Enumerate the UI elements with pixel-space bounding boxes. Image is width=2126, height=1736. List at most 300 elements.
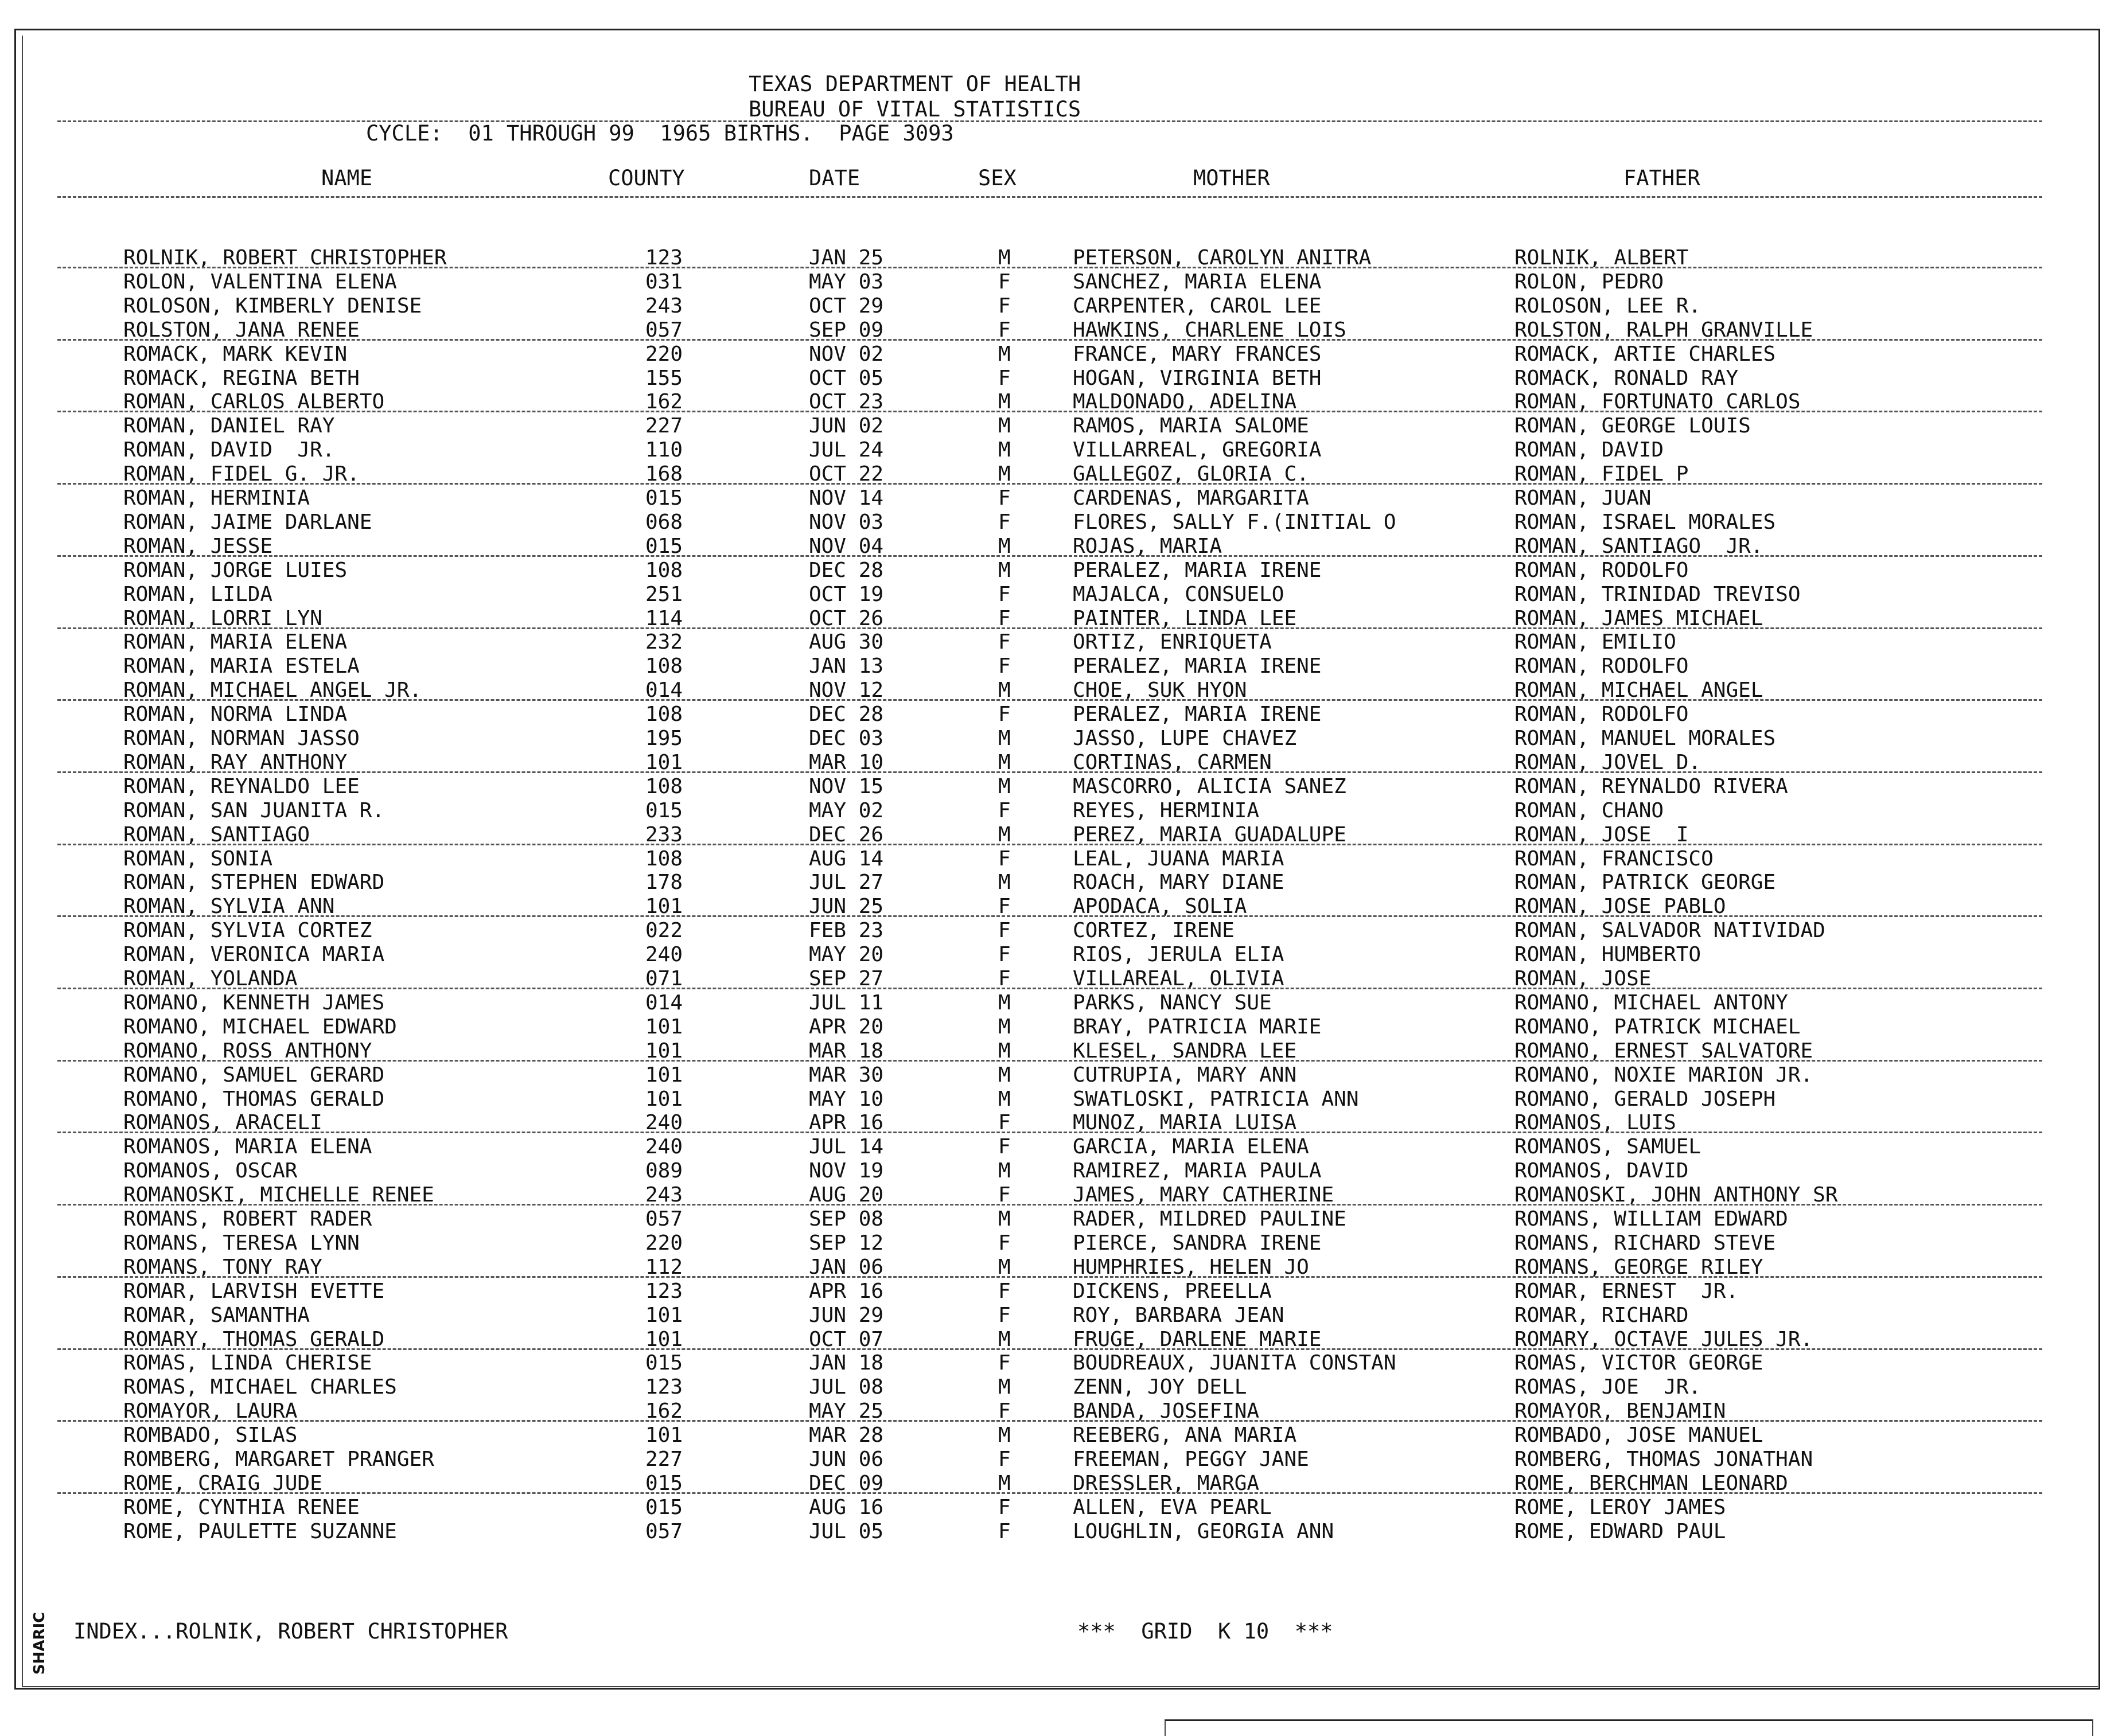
- record-county: 015: [645, 798, 683, 822]
- record-mother: FREEMAN, PEGGY JANE: [1073, 1448, 1309, 1471]
- record-county: 101: [645, 1087, 683, 1111]
- record-county: 227: [645, 414, 683, 438]
- table-row: [0, 536, 2126, 560]
- record-father: ROLSTON, RALPH GRANVILLE: [1514, 318, 1813, 342]
- record-father: ROMAN, MICHAEL ANGEL: [1514, 678, 1763, 703]
- record-county: 123: [645, 1279, 683, 1303]
- table-row: [0, 560, 2126, 584]
- record-father: ROMAN, MANUEL MORALES: [1514, 727, 1776, 750]
- record-father: ROMAN, SANTIAGO JR.: [1514, 534, 1763, 558]
- record-father: ROMAN, RODOLFO: [1514, 654, 1689, 678]
- record-sex: M: [998, 414, 1011, 438]
- table-row: [0, 1497, 2126, 1522]
- record-father: ROMAR, RICHARD: [1514, 1303, 1689, 1327]
- record-sex: F: [998, 1183, 1011, 1207]
- record-name: ROMAN, SANTIAGO: [123, 822, 310, 846]
- record-name: ROMAN, RAY ANTHONY: [123, 750, 348, 774]
- record-mother: PIERCE, SANDRA IRENE: [1073, 1231, 1322, 1255]
- record-county: 110: [645, 438, 683, 462]
- record-county: 155: [645, 366, 683, 390]
- record-name: ROME, CYNTHIA RENEE: [123, 1495, 360, 1519]
- record-date: JAN 06: [809, 1255, 884, 1279]
- record-mother: PERALEZ, MARIA IRENE: [1073, 654, 1322, 678]
- record-date: JUL 08: [809, 1375, 884, 1399]
- record-mother: CARDENAS, MARGARITA: [1073, 486, 1309, 510]
- record-county: 101: [645, 750, 683, 774]
- record-date: AUG 30: [809, 630, 884, 654]
- record-name: ROMAN, REYNALDO LEE: [123, 774, 360, 798]
- record-county: 240: [645, 1111, 683, 1135]
- side-label: SHARIC: [31, 1612, 48, 1675]
- record-father: ROMAS, VICTOR GEORGE: [1514, 1351, 1763, 1375]
- agency-title: TEXAS DEPARTMENT OF HEALTH: [749, 72, 1081, 96]
- record-county: 108: [645, 654, 683, 678]
- table-row: [0, 1233, 2126, 1257]
- record-mother: ROY, BARBARA JEAN: [1073, 1303, 1284, 1327]
- record-mother: ROACH, MARY DIANE: [1073, 871, 1284, 895]
- record-county: 101: [645, 895, 683, 919]
- table-row: [0, 1401, 2126, 1425]
- record-sex: M: [998, 1159, 1011, 1183]
- record-sex: M: [998, 1423, 1011, 1448]
- record-mother: MAJALCA, CONSUELO: [1073, 582, 1284, 606]
- record-county: 071: [645, 967, 683, 990]
- record-mother: LOUGHLIN, GEORGIA ANN: [1073, 1519, 1334, 1543]
- table-row: [0, 822, 2126, 849]
- record-sex: F: [998, 582, 1011, 606]
- record-father: ROMAN, FIDEL P: [1514, 462, 1689, 486]
- table-row: [0, 798, 2126, 825]
- record-county: 243: [645, 1183, 683, 1207]
- record-sex: F: [998, 630, 1011, 654]
- record-mother: JASSO, LUPE CHAVEZ: [1073, 727, 1297, 750]
- table-row: [0, 656, 2126, 680]
- record-mother: ROJAS, MARIA: [1073, 534, 1222, 558]
- table-row: [0, 1281, 2126, 1305]
- record-mother: CARPENTER, CAROL LEE: [1073, 294, 1322, 318]
- record-father: ROMANS, WILLIAM EDWARD: [1514, 1207, 1788, 1231]
- record-father: ROMANO, PATRICK MICHAEL: [1514, 1015, 1801, 1039]
- record-date: JUN 02: [809, 414, 884, 438]
- record-county: 114: [645, 606, 683, 630]
- record-sex: M: [998, 1471, 1011, 1495]
- record-sex: F: [998, 486, 1011, 510]
- table-row: [0, 728, 2126, 752]
- record-father: ROMAN, DAVID: [1514, 438, 1664, 462]
- bureau-title: BUREAU OF VITAL STATISTICS: [749, 97, 1081, 122]
- record-mother: HOGAN, VIRGINIA BETH: [1073, 366, 1322, 390]
- record-mother: MASCORRO, ALICIA SANEZ: [1073, 774, 1346, 798]
- record-father: ROMAR, ERNEST JR.: [1514, 1279, 1739, 1303]
- record-date: NOV 15: [809, 774, 884, 798]
- record-date: MAY 20: [809, 943, 884, 967]
- record-county: 233: [645, 822, 683, 846]
- record-county: 243: [645, 294, 683, 318]
- record-name: ROMANS, ROBERT RADER: [123, 1207, 372, 1231]
- record-name: ROMAN, FIDEL G. JR.: [123, 462, 360, 486]
- record-name: ROMANOSKI, MICHELLE RENEE: [123, 1183, 434, 1207]
- record-date: OCT 19: [809, 582, 884, 606]
- table-row: [0, 774, 2126, 801]
- table-row: [0, 248, 2126, 272]
- record-father: ROMACK, RONALD RAY: [1514, 366, 1739, 390]
- table-row: [0, 416, 2126, 440]
- record-county: 108: [645, 558, 683, 582]
- record-sex: M: [998, 678, 1011, 703]
- record-date: JUL 27: [809, 871, 884, 895]
- record-date: NOV 04: [809, 534, 884, 558]
- table-row: [0, 1113, 2126, 1137]
- record-sex: M: [998, 990, 1011, 1015]
- record-county: 015: [645, 1471, 683, 1495]
- table-row: [0, 392, 2126, 416]
- record-sex: M: [998, 246, 1011, 270]
- record-county: 112: [645, 1255, 683, 1279]
- record-sex: F: [998, 294, 1011, 318]
- record-father: ROMANO, NOXIE MARION JR.: [1514, 1063, 1813, 1087]
- record-name: ROMAN, NORMAN JASSO: [123, 727, 360, 750]
- record-sex: F: [998, 919, 1011, 943]
- record-date: JUL 05: [809, 1519, 884, 1543]
- column-header-county: COUNTY: [608, 166, 685, 190]
- record-name: ROMBADO, SILAS: [123, 1423, 298, 1448]
- record-father: ROMANOS, DAVID: [1514, 1159, 1689, 1183]
- record-father: ROMAS, JOE JR.: [1514, 1375, 1701, 1399]
- record-father: ROMANO, ERNEST SALVATORE: [1514, 1039, 1813, 1063]
- record-mother: VILLAREAL, OLIVIA: [1073, 967, 1284, 990]
- record-county: 162: [645, 390, 683, 414]
- record-county: 195: [645, 727, 683, 750]
- record-name: ROLNIK, ROBERT CHRISTOPHER: [123, 246, 447, 270]
- column-header-father: FATHER: [1623, 166, 1700, 190]
- record-county: 101: [645, 1015, 683, 1039]
- record-date: NOV 03: [809, 510, 884, 534]
- record-date: JUL 14: [809, 1135, 884, 1159]
- record-county: 068: [645, 510, 683, 534]
- table-row: [0, 1041, 2126, 1065]
- record-mother: CORTEZ, IRENE: [1073, 919, 1235, 943]
- record-county: 022: [645, 919, 683, 943]
- record-name: ROMAN, YOLANDA: [123, 967, 298, 990]
- record-date: OCT 29: [809, 294, 884, 318]
- record-sex: F: [998, 1448, 1011, 1471]
- record-county: 227: [645, 1448, 683, 1471]
- table-row: [0, 440, 2126, 464]
- record-mother: RADER, MILDRED PAULINE: [1073, 1207, 1346, 1231]
- record-county: 101: [645, 1327, 683, 1351]
- record-date: APR 16: [809, 1279, 884, 1303]
- record-mother: BRAY, PATRICIA MARIE: [1073, 1015, 1322, 1039]
- record-date: MAY 03: [809, 270, 884, 294]
- record-father: ROMAN, TRINIDAD TREVISO: [1514, 582, 1801, 606]
- record-father: ROME, BERCHMAN LEONARD: [1514, 1471, 1788, 1495]
- grid-footer: *** GRID K 10 ***: [1077, 1619, 1333, 1644]
- record-mother: SANCHEZ, MARIA ELENA: [1073, 270, 1322, 294]
- record-date: MAR 28: [809, 1423, 884, 1448]
- record-county: 101: [645, 1039, 683, 1063]
- record-name: ROMAN, SAN JUANITA R.: [123, 798, 385, 822]
- record-name: ROMAN, CARLOS ALBERTO: [123, 390, 385, 414]
- table-row: [0, 1089, 2126, 1113]
- record-date: DEC 28: [809, 558, 884, 582]
- record-father: ROMBERG, THOMAS JONATHAN: [1514, 1448, 1813, 1471]
- record-father: ROMAN, JOVEL D.: [1514, 750, 1701, 774]
- record-name: ROMANO, THOMAS GERALD: [123, 1087, 385, 1111]
- record-sex: F: [998, 846, 1011, 871]
- record-date: MAY 02: [809, 798, 884, 822]
- record-date: FEB 23: [809, 919, 884, 943]
- record-county: 014: [645, 990, 683, 1015]
- record-sex: M: [998, 462, 1011, 486]
- table-row: [0, 920, 2126, 945]
- record-father: ROMANO, MICHAEL ANTONY: [1514, 990, 1788, 1015]
- record-mother: PARKS, NANCY SUE: [1073, 990, 1272, 1015]
- record-date: MAR 18: [809, 1039, 884, 1063]
- record-sex: F: [998, 1351, 1011, 1375]
- table-row: [0, 846, 2126, 873]
- record-name: ROMAR, SAMANTHA: [123, 1303, 310, 1327]
- table-row: [0, 320, 2126, 344]
- record-date: NOV 02: [809, 342, 884, 366]
- record-mother: APODACA, SOLIA: [1073, 895, 1247, 919]
- record-father: ROMAN, JAMES MICHAEL: [1514, 606, 1763, 630]
- record-date: OCT 23: [809, 390, 884, 414]
- record-sex: M: [998, 1327, 1011, 1351]
- record-mother: REYES, HERMINIA: [1073, 798, 1260, 822]
- record-county: 108: [645, 703, 683, 727]
- record-sex: M: [998, 1375, 1011, 1399]
- record-date: JAN 18: [809, 1351, 884, 1375]
- record-date: JUN 06: [809, 1448, 884, 1471]
- table-row: [0, 1449, 2126, 1473]
- record-sex: F: [998, 895, 1011, 919]
- record-county: 089: [645, 1159, 683, 1183]
- record-sex: M: [998, 1255, 1011, 1279]
- record-name: ROMAN, JESSE: [123, 534, 273, 558]
- record-date: AUG 16: [809, 1495, 884, 1519]
- record-father: ROMAN, GEORGE LOUIS: [1514, 414, 1751, 438]
- record-sex: F: [998, 510, 1011, 534]
- record-sex: F: [998, 703, 1011, 727]
- index-footer: INDEX...ROLNIK, ROBERT CHRISTOPHER: [73, 1619, 508, 1644]
- record-mother: BANDA, JOSEFINA: [1073, 1399, 1260, 1423]
- record-date: MAY 25: [809, 1399, 884, 1423]
- record-father: ROMAN, JOSE I: [1514, 822, 1689, 846]
- record-name: ROMAN, MARIA ELENA: [123, 630, 348, 654]
- record-sex: M: [998, 390, 1011, 414]
- record-mother: PETERSON, CAROLYN ANITRA: [1073, 246, 1372, 270]
- record-father: ROMAN, EMILIO: [1514, 630, 1676, 654]
- record-name: ROMANO, KENNETH JAMES: [123, 990, 385, 1015]
- record-date: SEP 08: [809, 1207, 884, 1231]
- record-mother: ALLEN, EVA PEARL: [1073, 1495, 1272, 1519]
- record-mother: REEBERG, ANA MARIA: [1073, 1423, 1297, 1448]
- record-date: AUG 20: [809, 1183, 884, 1207]
- record-sex: M: [998, 750, 1011, 774]
- record-sex: F: [998, 1519, 1011, 1543]
- table-row: [0, 272, 2126, 296]
- table-row: [0, 896, 2126, 920]
- record-date: JUN 29: [809, 1303, 884, 1327]
- record-father: ROLOSON, LEE R.: [1514, 294, 1701, 318]
- table-row: [0, 752, 2126, 777]
- record-name: ROMAN, NORMA LINDA: [123, 703, 348, 727]
- record-name: ROLSTON, JANA RENEE: [123, 318, 360, 342]
- record-sex: F: [998, 1303, 1011, 1327]
- record-county: 240: [645, 943, 683, 967]
- table-row: [0, 1353, 2126, 1377]
- record-date: OCT 26: [809, 606, 884, 630]
- table-row: [0, 1065, 2126, 1089]
- record-father: ROMAN, JUAN: [1514, 486, 1652, 510]
- record-county: 108: [645, 774, 683, 798]
- record-name: ROLON, VALENTINA ELENA: [123, 270, 397, 294]
- record-mother: DICKENS, PREELLA: [1073, 1279, 1272, 1303]
- record-father: ROMAN, JOSE: [1514, 967, 1652, 990]
- record-mother: PAINTER, LINDA LEE: [1073, 606, 1297, 630]
- record-name: ROMAN, VERONICA MARIA: [123, 943, 385, 967]
- record-date: NOV 12: [809, 678, 884, 703]
- record-mother: CORTINAS, CARMEN: [1073, 750, 1272, 774]
- record-date: SEP 12: [809, 1231, 884, 1255]
- record-father: ROMAN, RODOLFO: [1514, 558, 1689, 582]
- table-row: [0, 1329, 2126, 1353]
- table-row: [0, 1425, 2126, 1449]
- record-sex: M: [998, 727, 1011, 750]
- record-father: ROMANS, RICHARD STEVE: [1514, 1231, 1776, 1255]
- record-date: NOV 14: [809, 486, 884, 510]
- record-sex: F: [998, 270, 1011, 294]
- table-row: [0, 632, 2126, 656]
- record-father: ROMAN, ISRAEL MORALES: [1514, 510, 1776, 534]
- record-name: ROMANS, TONY RAY: [123, 1255, 322, 1279]
- record-name: ROMAN, JORGE LUIES: [123, 558, 348, 582]
- table-row: [0, 584, 2126, 608]
- record-mother: ZENN, JOY DELL: [1073, 1375, 1247, 1399]
- record-mother: JAMES, MARY CATHERINE: [1073, 1183, 1334, 1207]
- record-county: 240: [645, 1135, 683, 1159]
- record-sex: F: [998, 798, 1011, 822]
- record-sex: F: [998, 1399, 1011, 1423]
- record-mother: GALLEGOZ, GLORIA C.: [1073, 462, 1309, 486]
- record-mother: KLESEL, SANDRA LEE: [1073, 1039, 1297, 1063]
- record-father: ROMANS, GEORGE RILEY: [1514, 1255, 1763, 1279]
- record-father: ROME, LEROY JAMES: [1514, 1495, 1726, 1519]
- record-mother: HAWKINS, CHARLENE LOIS: [1073, 318, 1346, 342]
- record-county: 015: [645, 486, 683, 510]
- record-name: ROMANO, ROSS ANTHONY: [123, 1039, 372, 1063]
- record-county: 220: [645, 342, 683, 366]
- table-row: [0, 1257, 2126, 1281]
- table-row: [0, 704, 2126, 728]
- record-name: ROME, CRAIG JUDE: [123, 1471, 322, 1495]
- table-row: [0, 1377, 2126, 1401]
- header-divider: [57, 120, 2042, 122]
- record-sex: M: [998, 774, 1011, 798]
- record-mother: LEAL, JUANA MARIA: [1073, 846, 1284, 871]
- record-county: 101: [645, 1423, 683, 1448]
- table-row: [0, 945, 2126, 969]
- record-date: NOV 19: [809, 1159, 884, 1183]
- table-row: [0, 488, 2126, 512]
- record-date: DEC 09: [809, 1471, 884, 1495]
- table-row: [0, 1137, 2126, 1161]
- cycle-line: CYCLE: 01 THROUGH 99 1965 BIRTHS. PAGE 3093: [366, 121, 954, 146]
- record-name: ROMANOS, ARACELI: [123, 1111, 322, 1135]
- table-row: [0, 368, 2126, 392]
- table-row: [0, 464, 2126, 488]
- record-sex: M: [998, 1063, 1011, 1087]
- record-date: JUL 11: [809, 990, 884, 1015]
- record-date: APR 20: [809, 1015, 884, 1039]
- record-mother: PEREZ, MARIA GUADALUPE: [1073, 822, 1346, 846]
- record-name: ROMARY, THOMAS GERALD: [123, 1327, 385, 1351]
- record-mother: HUMPHRIES, HELEN JO: [1073, 1255, 1309, 1279]
- record-name: ROMAN, STEPHEN EDWARD: [123, 871, 385, 895]
- column-header-mother: MOTHER: [1193, 166, 1270, 190]
- record-sex: M: [998, 342, 1011, 366]
- record-father: ROMANO, GERALD JOSEPH: [1514, 1087, 1776, 1111]
- record-father: ROMAN, RODOLFO: [1514, 703, 1689, 727]
- record-sex: F: [998, 943, 1011, 967]
- record-father: ROMBADO, JOSE MANUEL: [1514, 1423, 1763, 1448]
- record-county: 057: [645, 1519, 683, 1543]
- record-sex: M: [998, 1207, 1011, 1231]
- record-name: ROMAYOR, LAURA: [123, 1399, 298, 1423]
- record-name: ROME, PAULETTE SUZANNE: [123, 1519, 397, 1543]
- record-county: 178: [645, 871, 683, 895]
- record-county: 057: [645, 318, 683, 342]
- record-date: DEC 26: [809, 822, 884, 846]
- table-row: [0, 344, 2126, 368]
- record-county: 015: [645, 534, 683, 558]
- record-name: ROMAN, LILDA: [123, 582, 273, 606]
- record-father: ROMAYOR, BENJAMIN: [1514, 1399, 1726, 1423]
- table-row: [0, 1185, 2126, 1209]
- record-name: ROMAN, LORRI LYN: [123, 606, 322, 630]
- record-county: 123: [645, 246, 683, 270]
- record-county: 108: [645, 846, 683, 871]
- record-father: ROMANOS, LUIS: [1514, 1111, 1676, 1135]
- record-sex: F: [998, 967, 1011, 990]
- table-row: [0, 512, 2126, 536]
- record-date: SEP 27: [809, 967, 884, 990]
- record-sex: F: [998, 1231, 1011, 1255]
- record-name: ROLOSON, KIMBERLY DENISE: [123, 294, 422, 318]
- record-date: OCT 22: [809, 462, 884, 486]
- column-header-sex: SEX: [978, 166, 1017, 190]
- record-date: AUG 14: [809, 846, 884, 871]
- record-sex: F: [998, 1111, 1011, 1135]
- record-mother: PERALEZ, MARIA IRENE: [1073, 558, 1322, 582]
- record-name: ROMAN, SYLVIA ANN: [123, 895, 335, 919]
- record-date: JAN 13: [809, 654, 884, 678]
- record-sex: F: [998, 1495, 1011, 1519]
- record-county: 101: [645, 1303, 683, 1327]
- record-mother: FLORES, SALLY F.(INITIAL O: [1073, 510, 1396, 534]
- record-father: ROMAN, JOSE PABLO: [1514, 895, 1726, 919]
- record-county: 251: [645, 582, 683, 606]
- record-date: JUL 24: [809, 438, 884, 462]
- next-page-edge: [1165, 1719, 2093, 1736]
- record-name: ROMANOS, MARIA ELENA: [123, 1135, 372, 1159]
- record-mother: MUNOZ, MARIA LUISA: [1073, 1111, 1297, 1135]
- column-header-divider: [57, 196, 2042, 198]
- record-name: ROMAN, JAIME DARLANE: [123, 510, 372, 534]
- record-county: 014: [645, 678, 683, 703]
- column-header-date: DATE: [809, 166, 860, 190]
- record-mother: GARCIA, MARIA ELENA: [1073, 1135, 1309, 1159]
